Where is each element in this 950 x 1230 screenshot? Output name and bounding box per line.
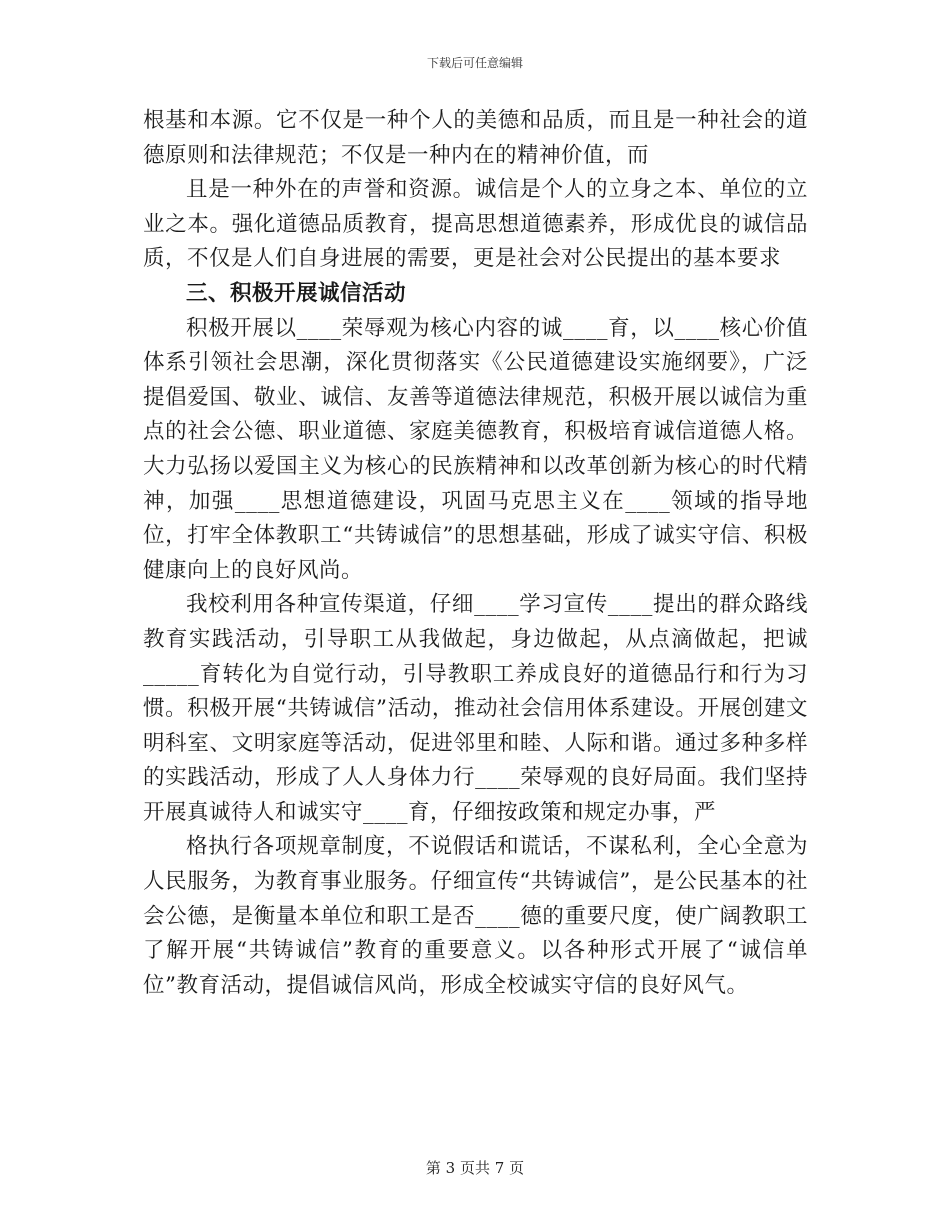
- document-body: [143, 104, 808, 1003]
- section-heading: 三、积极开展诚信活动: [186, 280, 407, 306]
- paragraph-5: 格执行各项规章制度，不说假话和谎话，不谋私利，全心全意为人民服务，为教育事业服务。仔细宣传“共铸诚信”，是公民基本的社会公德，是衡量本单位和职工是否____德的重要尺度，使广阔教职工了解开展“共铸诚信”教育的重要意义。以各种形式开展了“诚信单位”教育活动，提倡诚信风尚，形成全校诚实守信的良好风气。: [143, 834, 808, 998]
- page-header: 下载后可任意编辑: [426, 56, 523, 70]
- paragraph-3: 积极开展以____荣辱观为核心内容的诚____育，以____核心价值体系引领社会思潮，深化贯彻落实《公民道德建设实施纲要》，广泛提倡爱国、敬业、诚信、友善等道德法律规范，积极开展以诚信为重点的社会公德、职业道德、家庭美德教育，积极培育诚信道德人格。大力弘扬以爱国主义为核心的民族精神和以改革创新为核心的时代精神，加强____思想道德建设，巩固马克思主义在____领域的指导地位，打牢全体教职工“共铸诚信”的思想基础，形成了诚实守信、积极健康向上的良好风尚。: [143, 315, 808, 583]
- paragraph-2: 且是一种外在的声誉和资源。诚信是个人的立身之本、单位的立业之本。强化道德品质教育，提高思想道德素养，形成优良的诚信品质，不仅是人们自身进展的需要，更是社会对公民提出的基本要求: [143, 177, 808, 272]
- page-number: 第 3 页共 7 页: [425, 1159, 525, 1177]
- paragraph-1: 根基和本源。它不仅是一种个人的美德和品质，而且是一种社会的道德原则和法律规范；不仅是一种内在的精神价值，而: [143, 108, 808, 168]
- paragraph-4: 我校利用各种宣传渠道，仔细____学习宣传____提出的群众路线教育实践活动，引导职工从我做起，身边做起，从点滴做起，把诚_____育转化为自觉行动，引导教职工养成良好的道德品行和行为习惯。积极开展“共铸诚信”活动，推动社会信用体系建设。开展创建文明科室、文明家庭等活动，促进邻里和睦、人际和谐。通过多种多样的实践活动，形成了人人身体力行____荣辱观的良好局面。我们坚持开展真诚待人和诚实守____育，仔细按政策和规定办事，严: [143, 592, 808, 825]
